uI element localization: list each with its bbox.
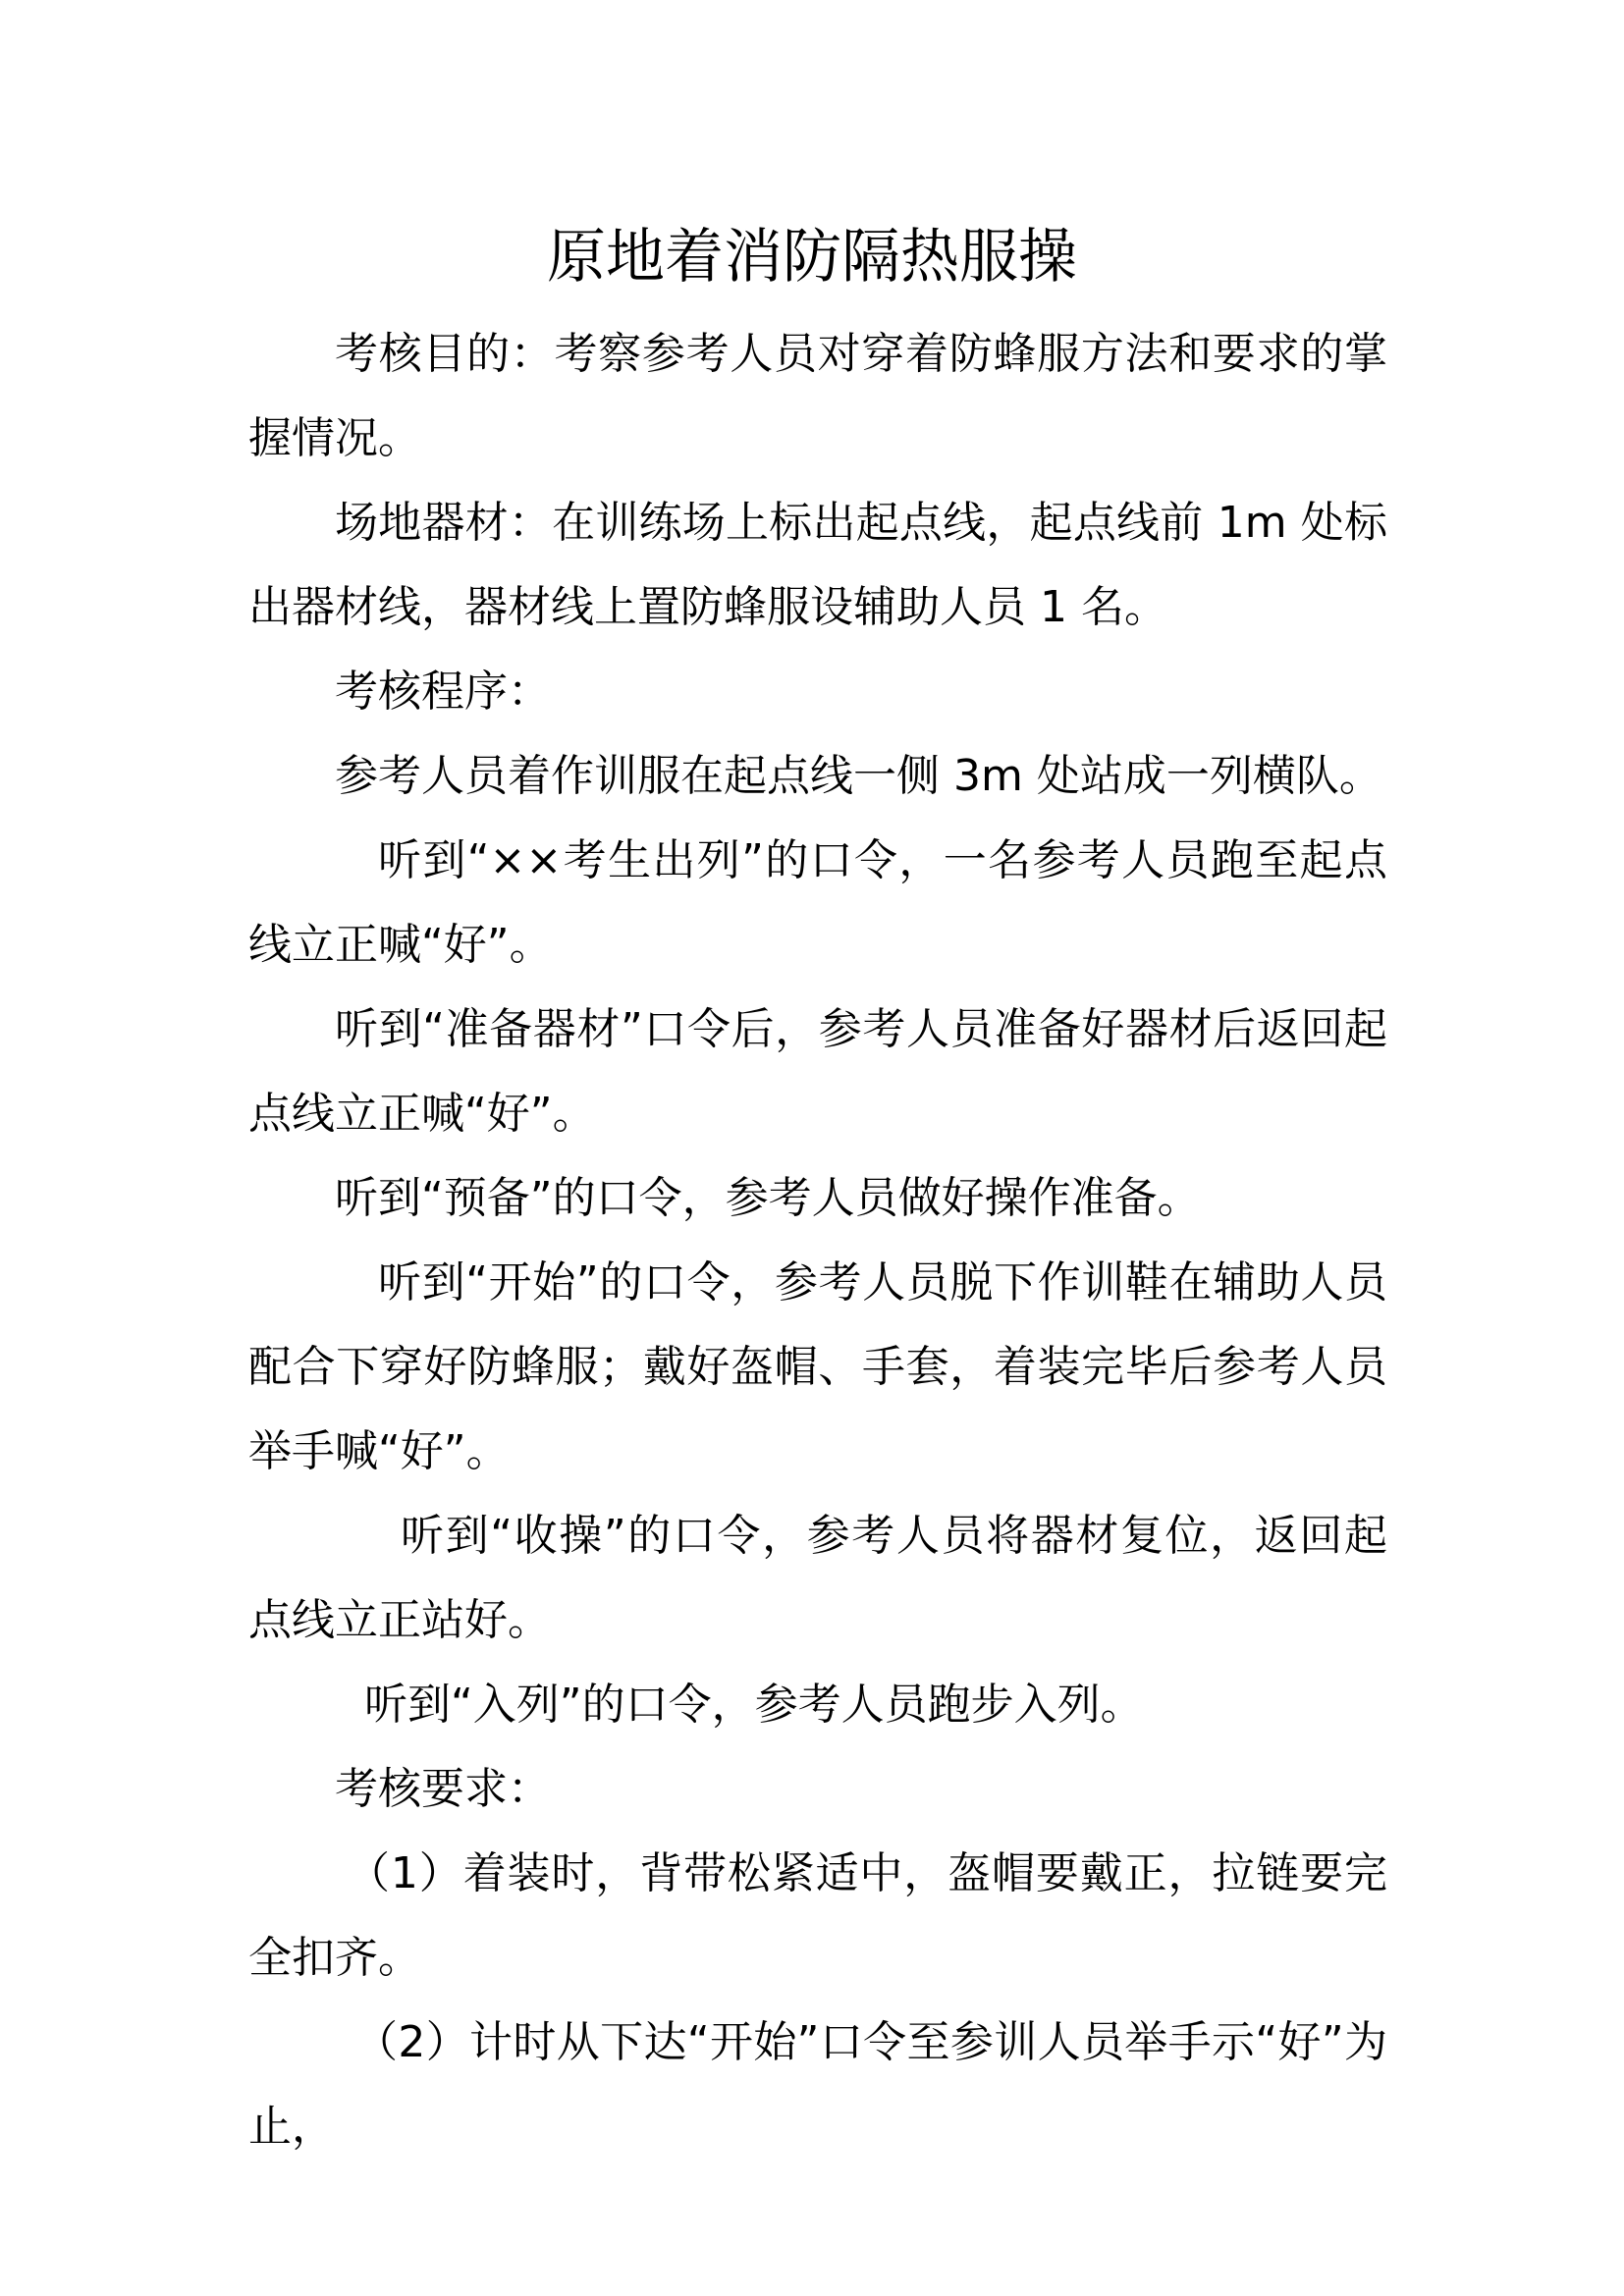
document-body: [248, 312, 1387, 2169]
paragraph-procedure-step: 听到“准备器材”口令后，参考人员准备好器材后返回起点线立正喊“好”。: [248, 1004, 1387, 1139]
paragraph-procedure-step: 听到“入列”的口令，参考人员跑步入列。: [364, 1680, 1144, 1730]
paragraph-procedure-heading: 考核程序：: [335, 667, 551, 717]
paragraph-requirements-heading: 考核要求：: [335, 1764, 551, 1814]
paragraph-equipment: 场地器材：在训练场上标出起点线，起点线前 1m 处标出器材线，器材线上置防蜂服设辅助人员 1 名。: [248, 498, 1387, 632]
paragraph-procedure-step: 听到“收操”的口令，参考人员将器材复位，返回起点线立正站好。: [248, 1511, 1387, 1645]
paragraph-procedure-step: 听到“××考生出列”的口令，一名参考人员跑至起点线立正喊“好”。: [248, 835, 1387, 970]
paragraph-procedure-step: 参考人员着作训服在起点线一侧 3m 处站成一列横队。: [335, 751, 1382, 801]
paragraph-requirement: （2）计时从下达“开始”口令至参训人员举手示“好”为止，: [248, 2017, 1387, 2152]
paragraph-procedure-step: 听到“预备”的口令，参考人员做好操作准备。: [335, 1173, 1201, 1223]
paragraph-purpose: 考核目的：考察参考人员对穿着防蜂服方法和要求的掌握情况。: [248, 329, 1387, 463]
paragraph-procedure-step: 听到“开始”的口令，参考人员脱下作训鞋在辅助人员配合下穿好防蜂服；戴好盔帽、手套，着装完毕后参考人员举手喊“好”。: [248, 1257, 1387, 1476]
document-title: 原地着消防隔热服操: [547, 223, 1077, 292]
paragraph-requirement: （1）着装时，背带松紧适中，盔帽要戴正，拉链要完全扣齐。: [248, 1848, 1387, 1983]
